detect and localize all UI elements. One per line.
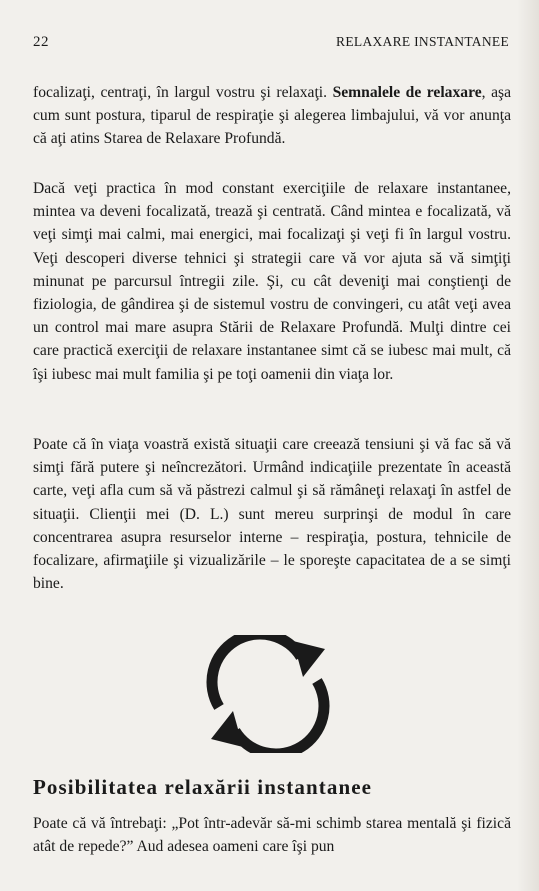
page-header bbox=[33, 34, 509, 54]
page-number: 22 bbox=[33, 34, 49, 50]
paragraph-1-start: focalizaţi, centraţi, în largul vostru şi relaxaţi. bbox=[33, 84, 333, 101]
paragraph-2: Dacă veţi practica în mod constant exerciţiile de relaxare instantanee, mintea va deveni focalizată, trează şi centrată. Când mintea e focalizată, vă veţi simţi mai calmi, mai energici, mai focalizaţi şi veţi fi în largul vostru. Veţi descoperi diverse tehnici şi strategii care vă vor ajuta să vă simţiţi minunat pe parcursul întregii zile. Şi, cu cât deveniţi mai conştienţi de fiziologia, de gândirea şi de sistemul vostru de convingeri, cu atât veţi avea un control mai mare asupra Stării de Relaxare Profundă. Mulţi dintre cei care practică exerciţii de relaxare instantanee simt că se iubesc mai mult, că îşi iubesc mai mult familia şi pe toţi oamenii din viaţa lor. bbox=[33, 180, 511, 383]
running-head: RELAXARE INSTANTANEE bbox=[336, 34, 509, 49]
section-heading: Posibilitatea relaxării instantanee bbox=[33, 775, 373, 799]
page-edge bbox=[517, 0, 539, 891]
paragraph-1 bbox=[33, 81, 511, 151]
circular-arrows-icon bbox=[193, 635, 343, 753]
paragraph-1-bold: Semnalele de relaxare bbox=[332, 84, 482, 101]
paragraph-1-end: , aşa cum sunt postura, tiparul de respiraţie şi alegerea limbajului, vă vor anunţa că aţi atins Starea de Relaxare Profundă. bbox=[33, 84, 511, 148]
paragraph-3: Poate că în viaţa voastră există situaţii care creează tensiuni şi vă fac să vă simţi fără putere şi neîncrezători. Urmând indicaţiile prezentate în această carte, veţi afla cum să vă păstrezi calmul şi să rămâneţi relaxaţi în astfel de situaţii. Clienţii mei (D. L.) sunt mereu surprinşi de modul în care concentrarea asupra resurselor interne – respiraţia, postura, tehnicile de focalizare, afirmaţiile şi vizualizările – le sporeşte capacitatea de a se simţi bine. bbox=[33, 436, 511, 593]
paragraph-4: Poate că vă întrebaţi: „Pot într-adevăr să-mi schimb starea mentală şi fizică atât de repede?” Aud adesea oameni care îşi pun bbox=[33, 815, 511, 856]
